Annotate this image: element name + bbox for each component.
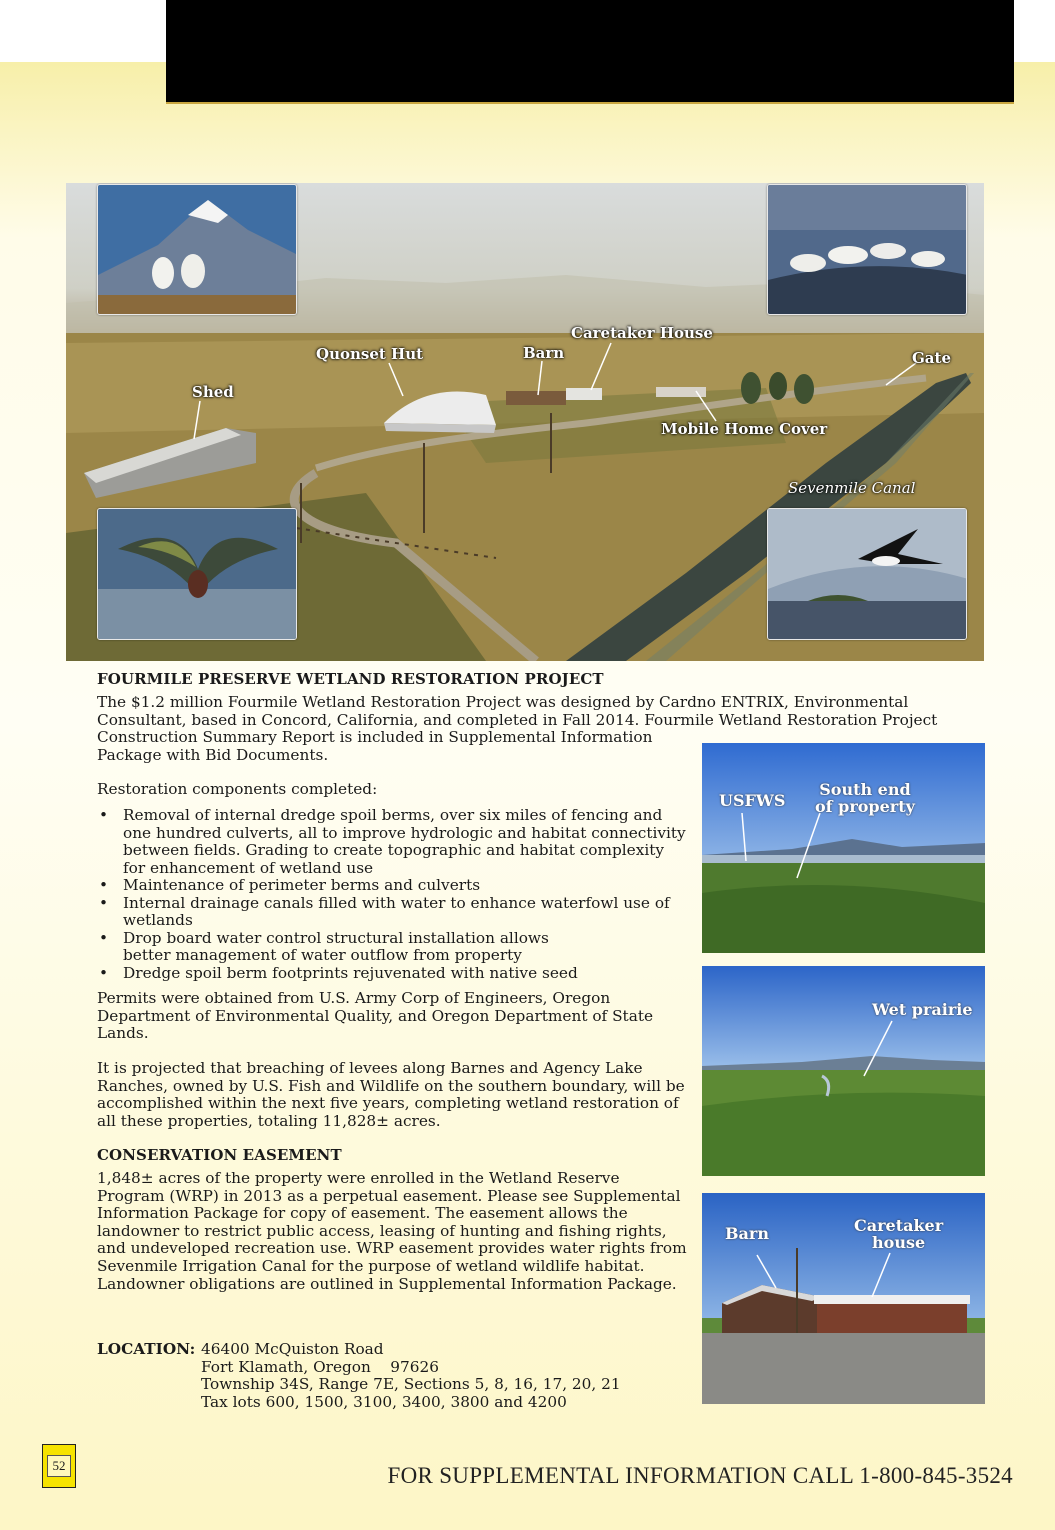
components-intro: Restoration components completed: — [97, 780, 378, 798]
project-intro-line: Consultant, based in Concord, California, and completed in Fall 2014. Fourmile Wetland Restoration Project — [97, 710, 938, 729]
page-number: 52 — [47, 1455, 71, 1477]
label-line: of property — [815, 797, 915, 816]
label-south-end-of-property — [815, 781, 915, 815]
hero-aerial-photo — [66, 183, 984, 661]
list-item: • Removal of internal dredge spoil berms, over six miles of fencing and one hundred culverts, all to improve hydrologic and habitat connectivity between fields. Grading to create topographic and habitat complexity for enhancement of wetland use — [97, 807, 687, 877]
list-item: • Dredge spoil berm footprints rejuvenated with native seed — [97, 965, 697, 983]
project-intro-line: The $1.2 million Fourmile Wetland Restoration Project was designed by Cardno ENTRIX, Environmental — [97, 693, 909, 711]
label-line: house — [872, 1233, 926, 1252]
list-item: • Drop board water control structural installation allows better management of water outflow from property — [97, 930, 597, 965]
label-mobile-home-cover: Mobile Home Cover — [661, 420, 828, 438]
project-heading: FOURMILE PRESERVE WETLAND RESTORATION PROJECT — [97, 670, 604, 688]
inset-photo-stilt — [767, 508, 967, 640]
list-item: • Maintenance of perimeter berms and culverts — [97, 877, 697, 895]
label-quonset-hut: Quonset Hut — [316, 345, 424, 363]
label-usfws: USFWS — [719, 791, 786, 810]
location-tax-lots: Tax lots 600, 1500, 3100, 3400, 3800 and 4200 — [201, 1392, 567, 1411]
label-line: South end — [819, 780, 911, 799]
label-barn-side: Barn — [725, 1224, 769, 1243]
side-photo-usfws-south-end — [702, 743, 985, 953]
label-wet-prairie: Wet prairie — [872, 1000, 973, 1019]
label-gate: Gate — [912, 349, 952, 367]
location-label: LOCATION: — [97, 1340, 196, 1358]
label-shed: Shed — [192, 383, 234, 401]
label-caretaker-house: Caretaker House — [571, 324, 713, 342]
easement-paragraph: 1,848± acres of the property were enrolled in the Wetland Reserve Program (WRP) in 2013 as a perpetual easement. Please see Supplemental Information Package for copy of easement. The easement allows the landowner to restrict public access, leasing of hunting and fishing rights, and undeveloped recreation use. WRP easement provides water rights from Sevenmile Irrigation Canal for the purpose of wetland wildlife habitat. Landowner obligations are outlined in Supplemental Information Package. — [97, 1169, 687, 1293]
inset-photo-pelican-colony — [767, 184, 967, 315]
easement-heading: CONSERVATION EASEMENT — [97, 1146, 342, 1164]
label-caretaker-house-side — [854, 1217, 943, 1251]
location-city: Fort Klamath, Oregon 97626 — [201, 1357, 439, 1376]
project-intro-line: Construction Summary Report is included in Supplemental Information — [97, 728, 653, 747]
page-number-badge — [42, 1444, 76, 1488]
header-banner — [166, 0, 1014, 104]
label-barn: Barn — [523, 344, 565, 362]
inset-photo-pelicans-mountain — [97, 184, 297, 315]
label-line: Caretaker — [854, 1216, 944, 1235]
label-sevenmile-canal: Sevenmile Canal — [788, 479, 916, 497]
side-photo-wet-prairie — [702, 966, 985, 1176]
components-list — [97, 807, 697, 982]
location-address: 46400 McQuiston Road — [201, 1340, 384, 1358]
inset-photo-ibis — [97, 508, 297, 640]
location-township: Township 34S, Range 7E, Sections 5, 8, 16, 17, 20, 21 — [201, 1375, 621, 1394]
project-intro-line: Package with Bid Documents. — [97, 745, 329, 764]
side-photo-barn-caretaker — [702, 1193, 985, 1404]
projection-paragraph: It is projected that breaching of levees along Barnes and Agency Lake Ranches, owned by U.S. Fish and Wildlife on the southern boundary, will be accomplished within the next five years, completing wetland restoration of all these properties, totaling 11,828± acres. — [97, 1059, 685, 1130]
permits-paragraph: Permits were obtained from U.S. Army Corp of Engineers, Oregon Department of Environmental Quality, and Oregon Department of State Lands. — [97, 989, 654, 1043]
location-details — [201, 1341, 621, 1411]
list-item: • Internal drainage canals filled with water to enhance waterfowl use of wetlands — [97, 895, 672, 930]
footer-contact: FOR SUPPLEMENTAL INFORMATION CALL 1-800-845-3524 — [387, 1463, 1013, 1488]
